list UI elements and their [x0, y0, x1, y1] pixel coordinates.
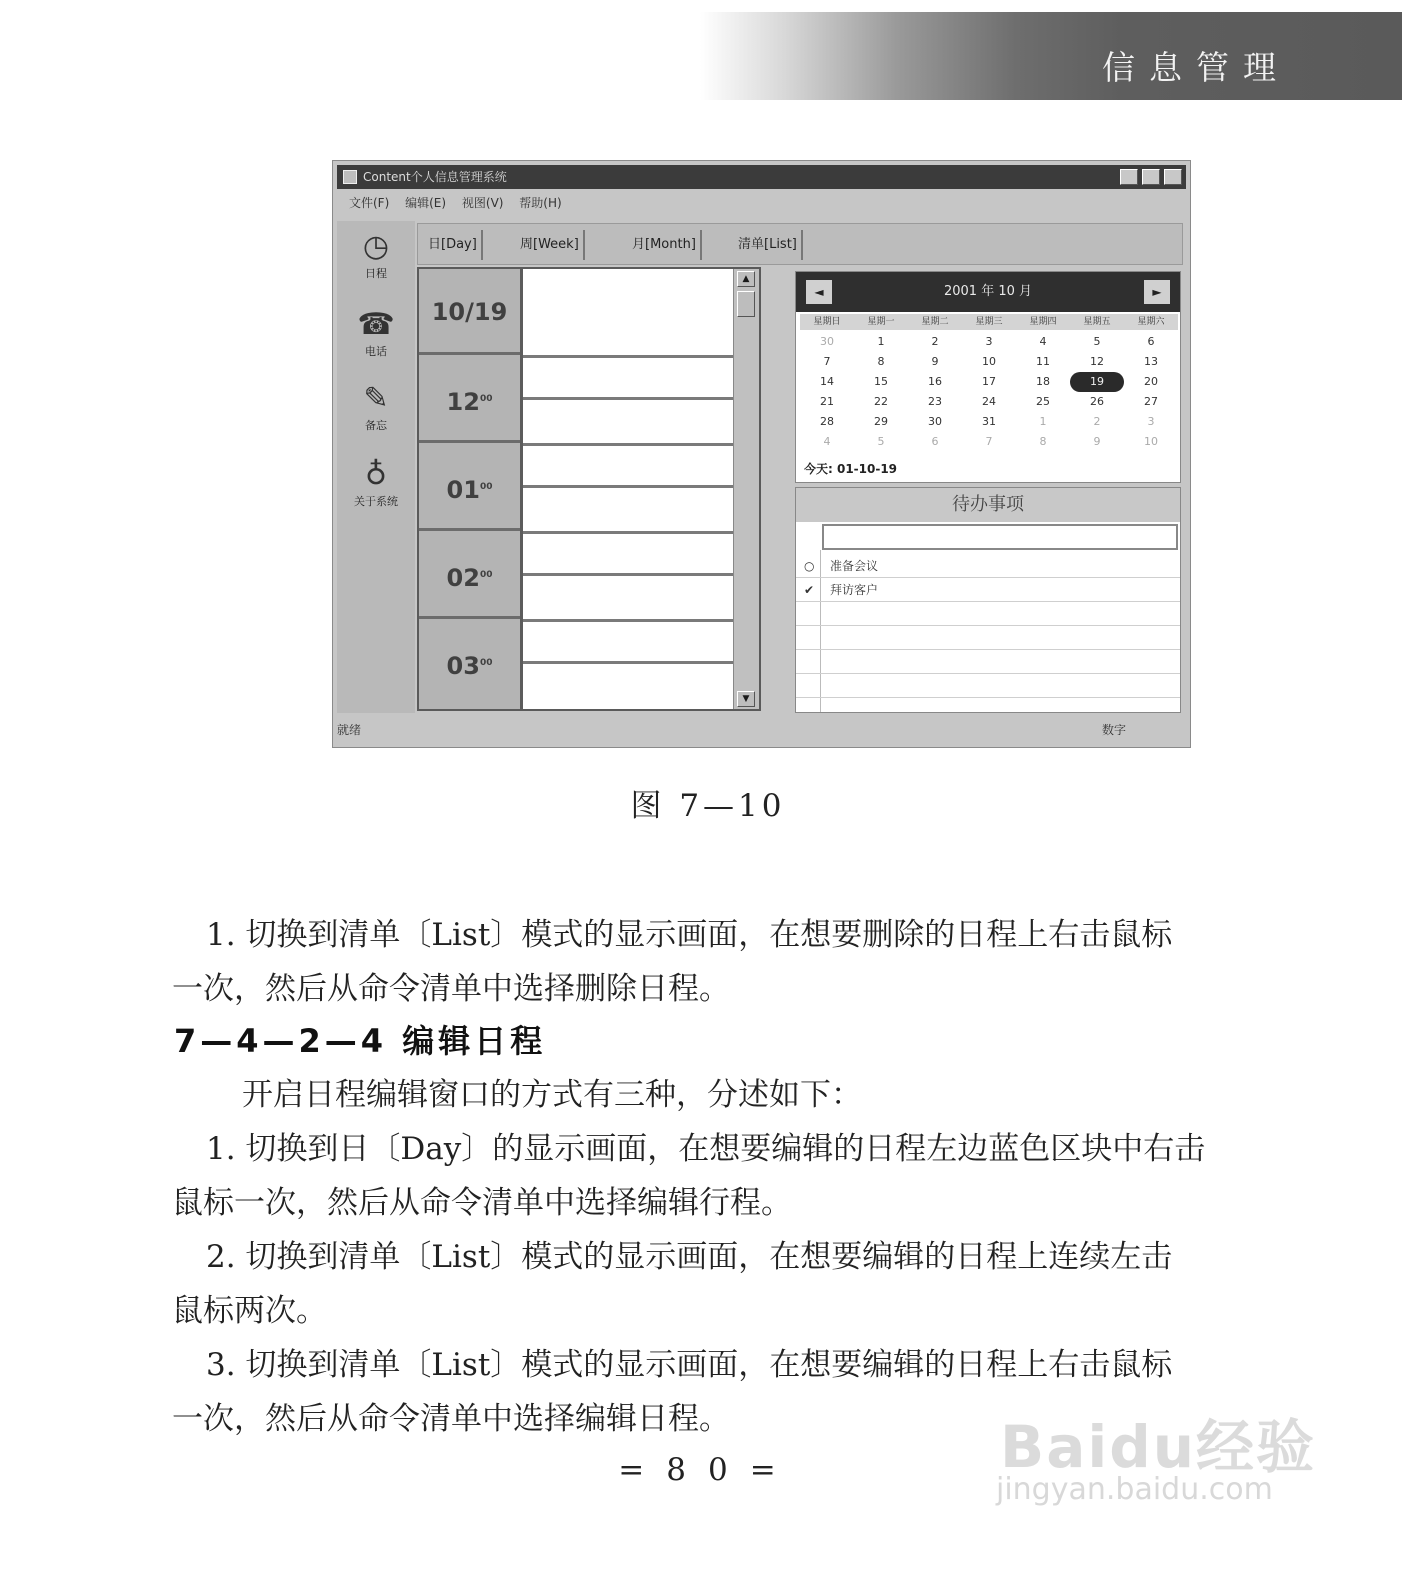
rail-item-about[interactable] — [343, 457, 409, 509]
hour-cell[interactable]: $03^{00}$ — [446, 652, 493, 680]
calendar-day[interactable]: 2 — [931, 335, 939, 348]
date-cell: 10/19 — [419, 269, 520, 355]
todo-panel — [795, 487, 1181, 713]
calendar-day[interactable]: 4 — [823, 435, 831, 448]
header-title: 信息管理 — [1102, 48, 1290, 87]
todo-input[interactable] — [822, 524, 1178, 550]
weekday-label: 星期日 — [813, 317, 841, 327]
app-screenshot — [332, 160, 1191, 748]
todo-checkbox[interactable]: ✔ — [804, 583, 815, 597]
paragraph-line: 一次，然后从命令清单中选择编辑日程。 — [172, 1401, 730, 1437]
todo-empty-row — [796, 674, 1180, 698]
paragraph-line: 鼠标一次，然后从命令清单中选择编辑行程。 — [172, 1185, 792, 1221]
next-month-button[interactable]: ► — [1144, 280, 1170, 304]
calendar-day[interactable]: 17 — [982, 375, 996, 388]
calendar-day[interactable]: 9 — [1093, 435, 1101, 448]
calendar-day[interactable]: 25 — [1036, 395, 1050, 408]
figure-caption: 图 7—10 — [630, 788, 786, 824]
calendar-day[interactable]: 6 — [1147, 335, 1155, 348]
weekday-label: 星期四 — [1029, 317, 1057, 327]
todo-title: 待办事项 — [796, 488, 1180, 522]
paragraph-line: 一次，然后从命令清单中选择删除日程。 — [172, 971, 730, 1007]
view-tabs — [417, 223, 1183, 265]
status-text: 就绪 — [337, 723, 362, 737]
rail-item-label: 备忘 — [365, 419, 387, 432]
app-titlebar — [337, 165, 1186, 189]
weekday-label: 星期三 — [975, 317, 1003, 327]
calendar-day[interactable]: 29 — [874, 415, 888, 428]
watermark-logo: Baidu经验 — [1000, 1413, 1317, 1481]
weekday-header — [800, 314, 1178, 330]
calendar-day[interactable]: 14 — [820, 375, 834, 388]
paragraph-line: 开启日程编辑窗口的方式有三种，分述如下： — [242, 1077, 862, 1113]
weekday-label: 星期五 — [1083, 317, 1111, 327]
calendar-day[interactable]: 7 — [823, 355, 831, 368]
calendar-day[interactable]: 31 — [982, 415, 996, 428]
scroll-up-icon[interactable]: ▲ — [737, 271, 755, 287]
section-heading: 7—4—2—4 编辑日程 — [174, 1022, 547, 1060]
app-icon — [343, 170, 357, 184]
calendar-day[interactable]: 5 — [877, 435, 885, 448]
calendar-day[interactable]: 9 — [931, 355, 939, 368]
calendar-header — [796, 272, 1180, 312]
tab-month[interactable]: 月[Month] — [628, 230, 702, 260]
calendar-day[interactable]: 1 — [877, 335, 885, 348]
tab-week[interactable]: 周[Week] — [516, 230, 585, 260]
rail-item-label: 电话 — [365, 345, 387, 358]
calendar-day[interactable]: 13 — [1144, 355, 1158, 368]
calendar-day[interactable]: 15 — [874, 375, 888, 388]
hour-column — [419, 269, 523, 709]
calendar-day[interactable]: 7 — [985, 435, 993, 448]
phone-icon: ☎ — [357, 307, 395, 342]
calendar-day[interactable]: 27 — [1144, 395, 1158, 408]
calendar-month-label: 2001 年 10 月 — [943, 284, 1033, 299]
paragraph-line: 1. 切换到日〔Day〕的显示画面，在想要编辑的日程左边蓝色区块中右击 — [206, 1131, 1206, 1167]
calendar-day[interactable]: 10 — [982, 355, 996, 368]
todo-item-text: 准备会议 — [830, 559, 879, 573]
scroll-down-icon[interactable]: ▼ — [737, 691, 755, 707]
app-title: Content个人信息管理系统 — [363, 170, 507, 184]
calendar-day[interactable]: 19 — [1070, 372, 1124, 392]
calendar-day[interactable]: 6 — [931, 435, 939, 448]
calendar-day[interactable]: 24 — [982, 395, 996, 408]
calendar-day[interactable]: 28 — [820, 415, 834, 428]
paragraph-line: 1. 切换到清单〔List〕模式的显示画面，在想要删除的日程上右击鼠标 — [206, 917, 1173, 953]
calendar-day[interactable]: 1 — [1039, 415, 1047, 428]
todo-item[interactable] — [796, 554, 1180, 578]
calendar-day[interactable]: 30 — [820, 335, 834, 348]
slot-divider — [523, 355, 759, 358]
weekday-label: 星期六 — [1137, 317, 1165, 327]
page-number: =80= — [618, 1452, 798, 1488]
weekday-label: 星期一 — [867, 317, 895, 327]
hour-cell[interactable]: $02^{00}$ — [419, 531, 520, 619]
tab-day[interactable]: 日[Day] — [424, 230, 483, 260]
slot-divider — [523, 573, 759, 576]
calendar-day[interactable]: 16 — [928, 375, 942, 388]
paragraph-line: 3. 切换到清单〔List〕模式的显示画面，在想要编辑的日程上右击鼠标 — [206, 1347, 1173, 1383]
rail-item-schedule[interactable] — [343, 229, 409, 281]
calendar-day[interactable]: 10 — [1144, 435, 1158, 448]
calendar-day[interactable]: 8 — [1039, 435, 1047, 448]
rail-item-memo[interactable] — [343, 381, 409, 433]
tab-list[interactable]: 清单[List] — [734, 230, 803, 260]
todo-empty-row — [796, 650, 1180, 674]
hour-cell[interactable]: $01^{00}$ — [419, 443, 520, 531]
weekday-label: 星期二 — [921, 317, 949, 327]
left-rail — [337, 221, 415, 713]
calendar-day[interactable]: 18 — [1036, 375, 1050, 388]
calendar-day[interactable]: 2 — [1093, 415, 1101, 428]
paragraph-line: 2. 切换到清单〔List〕模式的显示画面，在想要编辑的日程上连续左击 — [206, 1239, 1173, 1275]
calendar-day[interactable]: 22 — [874, 395, 888, 408]
maximize-button[interactable] — [1142, 169, 1160, 185]
menubar — [337, 191, 1186, 215]
menu-view[interactable]: 视图(V) — [461, 196, 504, 210]
todo-item-text: 拜访客户 — [830, 583, 879, 597]
calendar-day[interactable]: 3 — [1147, 415, 1155, 428]
calendar-day[interactable]: 20 — [1144, 375, 1158, 388]
slot-divider — [523, 531, 759, 534]
calendar-day[interactable]: 21 — [820, 395, 834, 408]
day-view — [417, 267, 761, 711]
todo-empty-row — [796, 626, 1180, 650]
day-scrollbar[interactable] — [733, 269, 759, 709]
menu-edit[interactable]: 编辑(E) — [405, 196, 447, 210]
todo-empty-row — [796, 602, 1180, 626]
calendar-day[interactable]: 5 — [1093, 335, 1101, 348]
note-icon: ✎ — [363, 381, 389, 416]
calendar-day[interactable]: 30 — [928, 415, 942, 428]
slot-divider — [523, 485, 759, 488]
rail-item-phone[interactable] — [343, 307, 409, 359]
calendar-day[interactable]: 26 — [1090, 395, 1104, 408]
rail-item-label: 关于系统 — [354, 495, 398, 508]
scroll-thumb[interactable] — [737, 291, 755, 317]
today-label[interactable]: 今天: 01-10-19 — [804, 462, 898, 476]
slot-divider — [523, 661, 759, 664]
todo-item[interactable] — [796, 578, 1180, 602]
clock-icon: ◷ — [362, 229, 390, 264]
watermark-url: jingyan.baidu.com — [996, 1472, 1273, 1507]
status-indicator: 数字 — [1101, 723, 1126, 737]
calendar-day[interactable]: 12 — [1090, 355, 1104, 368]
bulb-icon: ♁ — [365, 457, 387, 492]
month-calendar — [795, 271, 1181, 483]
header-band — [700, 12, 1402, 100]
calendar-day[interactable]: 23 — [928, 395, 942, 408]
prev-month-button[interactable]: ◄ — [806, 280, 832, 304]
slot-divider — [523, 443, 759, 446]
menu-file[interactable]: 文件(F) — [349, 196, 390, 210]
menu-help[interactable]: 帮助(H) — [519, 196, 562, 210]
close-button[interactable] — [1164, 169, 1182, 185]
slot-divider — [523, 397, 759, 400]
calendar-day[interactable]: 3 — [985, 335, 993, 348]
rail-item-label: 日程 — [365, 267, 387, 280]
paragraph-line: 鼠标两次。 — [172, 1293, 327, 1329]
hour-cell[interactable]: $12^{00}$ — [419, 355, 520, 443]
calendar-day[interactable]: 11 — [1036, 355, 1050, 368]
slot-divider — [523, 619, 759, 622]
statusbar — [337, 717, 1186, 743]
minimize-button[interactable] — [1120, 169, 1138, 185]
calendar-day[interactable]: 4 — [1039, 335, 1047, 348]
todo-checkbox[interactable]: ○ — [804, 559, 815, 573]
calendar-day[interactable]: 8 — [877, 355, 885, 368]
